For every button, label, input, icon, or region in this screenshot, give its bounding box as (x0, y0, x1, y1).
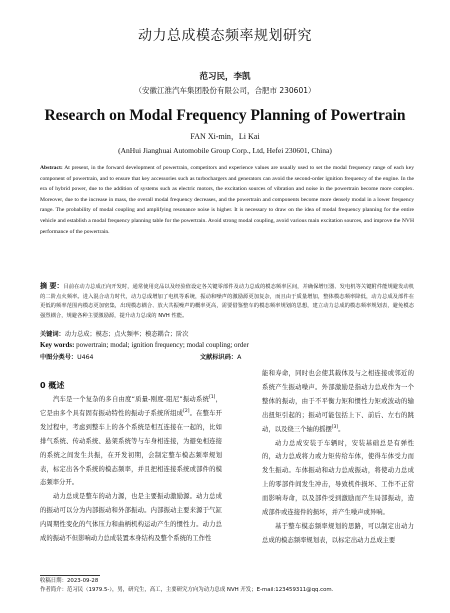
citation: [3] (331, 424, 339, 430)
english-authors: FAN Xi-min，Li Kai (190, 132, 260, 141)
paragraph: 动力总成安装于车辆时，安装基础总是有弹性的，动力总成将力或力矩传给车体，使得车体受力而发生振动。车体振动和动力总成振动，将使动力总成上的零部件间发生冲击，导致机件损坏、工作不正常而影响寿命，以及部件受到激励而产生局部振动，造成部件或连接件的损坏，并产生噪声或异响。 (262, 439, 414, 517)
chinese-affiliation: （安徽江淮汽车集团股份有限公司，合肥市 230601） (134, 86, 316, 95)
paragraph: 汽车是一个复杂的多自由度“质量-刚度-阻尼”振动系统[1]，它是由多个具有固有振动特性的振动子系统所组成[2]。在整车开发过程中，考虑到整车上的各个系统是相互连接在一起的，比如排气系统、传动系统、悬架系统等与车身相连接，为避免相连接的系统之间发生共振，在开发初期，会制定整车模态频率规划表，标定出各个系统的模态频率，并且把相连接系统或部件的模态频率分开。 (40, 394, 222, 487)
paragraph: 能和寿命，同时也会使其载体及与之相连接或邻近的系统产生振动噪声。外部激励是指动力总成作为一个整体的振动，由于不平衡力矩和惯性力矩或波动的输出扭矩引起的；振动可能包括上下、前后、左右的跳动，以及绕三个轴的摇摆[3]。 (262, 370, 414, 433)
chinese-abstract (40, 282, 414, 321)
chinese-title: 动力总成模态频率规划研究 (138, 28, 312, 44)
english-keywords-text: powertrain; modal; ignition frequency; modal coupling; order (74, 341, 249, 349)
section-heading: 0 概述 (40, 381, 65, 390)
chinese-keywords-label: 关键词： (40, 331, 65, 338)
citation: [2] (183, 408, 190, 414)
paragraph: 动力总成是整车的动力源，也是主要振动激励源。动力总成的振动可以分为内部振动和外部振动。内部振动主要来源于气缸内周期性变化的气体压力和曲柄机构运动产生的惯性力。动力总成的振动不但影响动力总成装置本身结构及整个系统的工作性 (40, 493, 222, 543)
citation: [1] (209, 394, 216, 400)
english-keywords-label: Key words: (40, 341, 75, 349)
right-column (262, 367, 414, 548)
english-abstract-text: At present, in the forward development of powertrain, competitors and experience values are usually used to set the modal frequency range of each key component of powertrain, and to ensure that key accessories such as turbochargers and generators can avoid the second-order ignition frequency of the engine. In the era of hybrid power, due to the addition of systems such as electric motors, the excitation sources of vibration and noise in the powertrain become more complex. Moreover, due to the increase in mass, the overall modal frequency decreases, and the powertrain and components become more densely modal in a lower frequency range. The probability of modal coupling and amplifying resonance noise is higher. It is necessary to draw on the idea of modal frequency planning for the entire vehicle and establish a modal frequency planning table for the powertrain. Avoid strong modal coupling, avoid various main excitation sources, and improve the NVH performance of the powertrain. (40, 165, 414, 235)
english-title: Research on Modal Frequency Planning of Powertrain (44, 107, 406, 124)
chinese-authors: 范习民，李凯 (199, 72, 251, 82)
paragraph: 基于整车模态频率规划的思路，可以制定出动力总成的模态频率规划表，以标定出动力总成主要 (262, 522, 414, 544)
footnote-divider (40, 575, 100, 576)
left-column (40, 393, 222, 546)
author-bio: 作者简介：范习民（1979.5-），男，研究生，高工，主要研究方向为动力总成 NVH 开发；E-mail:123459311@qq.com. (40, 587, 334, 593)
clc-number: 中图分类号：U464 (40, 354, 94, 361)
english-keywords (40, 341, 414, 349)
document-code: 文献标识码：A (200, 354, 242, 361)
english-abstract (40, 163, 414, 237)
english-abstract-label: Abstract: (40, 165, 63, 171)
chinese-abstract-text: 目前在动力总成正向开发时，通常使用竞品以及经验值设定各关键零部件及动力总成的模态频率区间，并确保增压器、发电机等关键附件能规避发动机的二阶点火频率。进入混合动力时代，动力总成增加了电机等系统，振动和噪声的激励源更加复杂，而且由于质量增加，整体模态频率降低，动力总成及部件在更低的频率范围内模态更加密集，出现模态耦合、放大共振噪声的概率更高，需要借鉴整车的模态频率规划的思想，建立动力总成的模态频率规划表，避免模态强烈耦合，规避各种主要激励源，提升动力总成的 NVH 性能。 (40, 284, 414, 319)
english-affiliation: (AnHui Jianghuai Automobile Group Corp., Ltd, Hefei 230601, China) (118, 146, 332, 155)
chinese-keywords-text: 动力总成；模态；点火频率；模态耦合；阶次 (64, 331, 189, 338)
chinese-keywords (40, 329, 414, 338)
chinese-abstract-label: 摘 要： (40, 282, 64, 290)
received-date: 收稿日期：2023-09-28 (40, 578, 99, 584)
classification-line (40, 352, 414, 361)
